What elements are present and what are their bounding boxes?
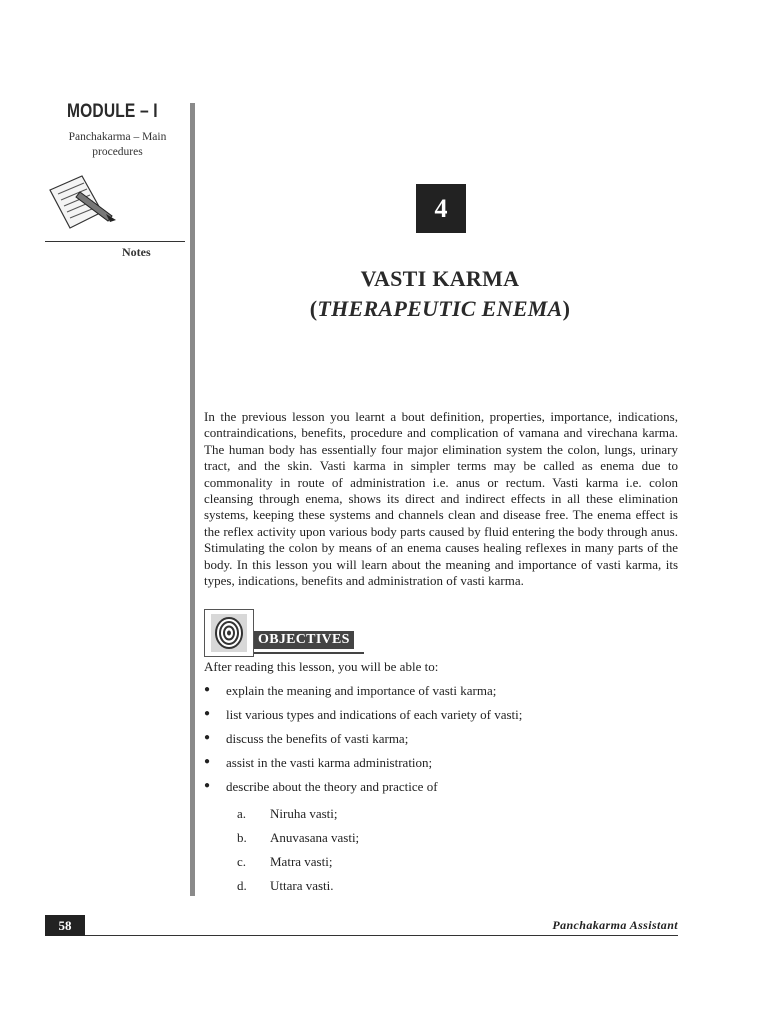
footer-divider: [85, 935, 678, 936]
notes-label: Notes: [122, 245, 151, 259]
sub-item-letter: d.: [237, 878, 247, 893]
bullet-icon: ●: [204, 756, 211, 767]
target-icon: [204, 609, 254, 657]
objectives-lead: After reading this lesson, you will be able to:: [204, 659, 439, 674]
list-item: [204, 731, 678, 755]
module-subtitle: Panchakarma – Main procedures: [68, 131, 167, 158]
list-item: [204, 683, 678, 707]
footer-book-title: Panchakarma Assistant: [552, 918, 678, 932]
list-item-text: describe about the theory and practice of: [226, 779, 438, 794]
list-item-text: assist in the vasti karma administration;: [226, 755, 433, 770]
sub-item-letter: b.: [237, 830, 247, 845]
list-item-text: explain the meaning and importance of vasti karma;: [226, 683, 497, 698]
sub-item-text: Uttara vasti.: [270, 878, 334, 893]
bullet-icon: ●: [204, 732, 211, 743]
notes-pen-icon: [44, 172, 124, 241]
chapter-subtitle: [200, 296, 680, 322]
bullet-icon: ●: [204, 708, 211, 719]
list-item: [204, 755, 678, 779]
sub-item-text: Matra vasti;: [270, 854, 333, 869]
sub-item-letter: a.: [237, 806, 247, 821]
module-title: MODULE – I: [67, 101, 158, 122]
list-item-text: list various types and indications of each variety of vasti;: [226, 707, 523, 722]
chapter-number: 4: [416, 184, 466, 233]
sub-item-letter: c.: [237, 854, 247, 869]
subtitle-open-paren: (: [309, 296, 318, 321]
list-item: [204, 779, 678, 803]
sub-item-text: Anuvasana vasti;: [270, 830, 360, 845]
objectives-underline: [254, 652, 364, 654]
list-item: [204, 707, 678, 731]
bullet-icon: ●: [204, 684, 211, 695]
margin-bar: [190, 103, 195, 896]
bullet-icon: ●: [204, 780, 211, 791]
sub-item-text: Niruha vasti;: [270, 806, 338, 821]
subtitle-italic: THERAPEUTIC ENEMA: [317, 296, 563, 321]
intro-paragraph: In the previous lesson you learnt a bout definition, properties, importance, indications, contraindications, benefits, procedure and complication of vamana and virechana karma. The human body has essentially four major elimination system the colon, lungs, urinary tract, and the skin. Vasti karma in simpler terms may be called as enema due to commonality in route of administration i.e. anus or rectum. Vasti karma i.e. colon cleansing through enema, shows its direct and indirect effects in all these elimination systems, keeping these systems and channels clean and disease free. The enema effect is the reflex activity upon various body parts caused by fluid entering the body through anus. Stimulating the colon by means of an enema causes healing reflexes in many parts of the body. In this lesson you will learn about the meaning and importance of vasti karma, its types, indications, benefits and administration of vasti karma.: [204, 409, 678, 589]
list-item-text: discuss the benefits of vasti karma;: [226, 731, 409, 746]
objectives-heading: OBJECTIVES: [254, 631, 354, 649]
notes-divider: [45, 241, 185, 242]
objectives-list: [204, 683, 678, 803]
chapter-title: VASTI KARMA: [360, 266, 520, 291]
subtitle-close-paren: ): [562, 296, 571, 321]
page-number: 58: [45, 915, 85, 936]
